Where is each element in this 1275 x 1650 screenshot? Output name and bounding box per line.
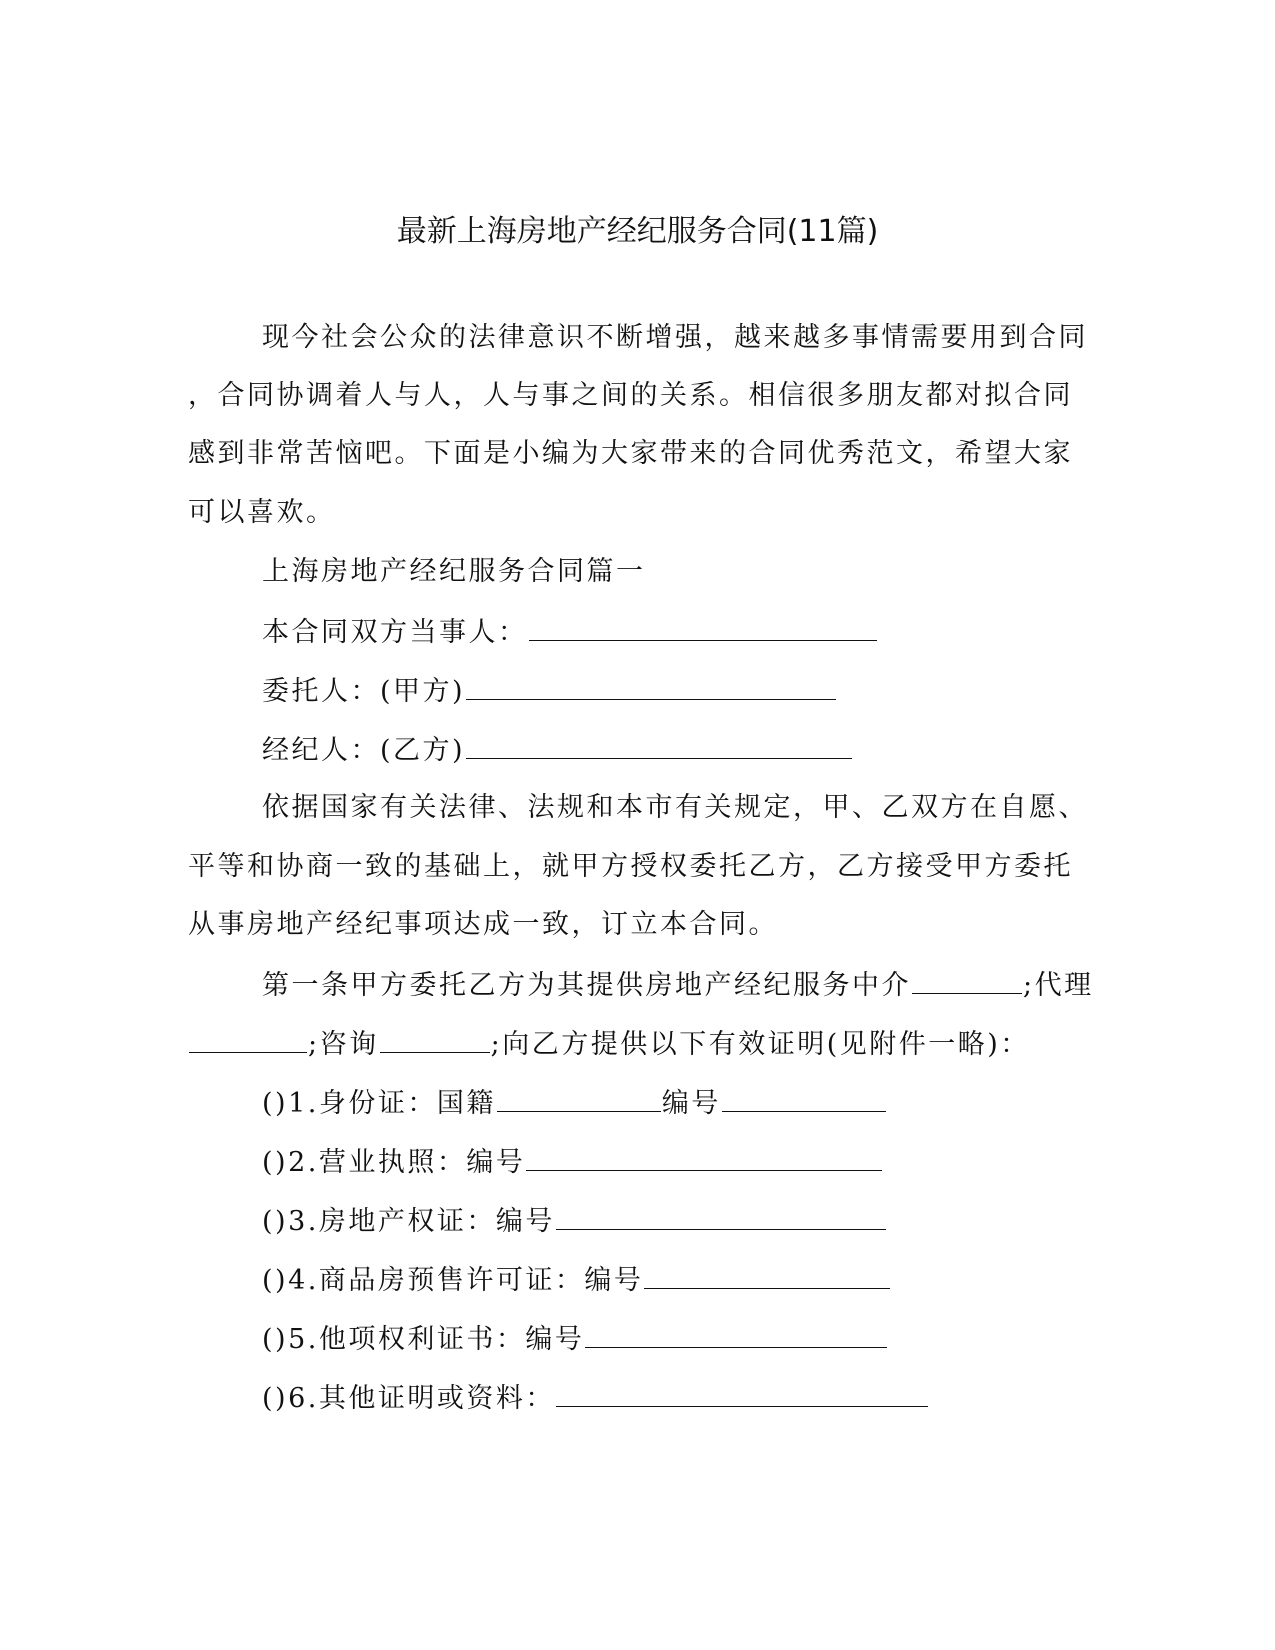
nationality-blank	[497, 1085, 661, 1112]
doc-item-1	[262, 1085, 887, 1119]
parties-blank	[529, 614, 877, 641]
consulting-blank	[380, 1026, 490, 1053]
basis-line-1: 依据国家有关法律、法规和本市有关规定，甲、乙双方在自愿、	[262, 792, 1088, 823]
doc-item-6-label: ()6.其他证明或资料：	[262, 1383, 555, 1414]
article1-text-2: ;代理	[1023, 970, 1094, 1001]
broker-label: 经纪人：(乙方)	[262, 735, 466, 766]
article1-text-3: ;咨询	[308, 1029, 379, 1060]
doc-item-1-label: ()1.身份证：国籍	[262, 1088, 496, 1119]
section-heading: 上海房地产经纪服务合同篇一	[262, 556, 646, 587]
presale-permit-blank	[644, 1262, 890, 1289]
intro-line-1: 现今社会公众的法律意识不断增强，越来越多事情需要用到合同	[262, 322, 1088, 353]
business-license-blank	[526, 1144, 882, 1171]
basis-line-2: 平等和协商一致的基础上，就甲方授权委托乙方，乙方接受甲方委托	[188, 851, 1073, 882]
intro-line-2: ，合同协调着人与人，人与事之间的关系。相信很多朋友都对拟合同	[188, 380, 1073, 411]
broker-blank	[466, 732, 852, 759]
article1-line-2	[188, 1026, 1030, 1060]
other-docs-blank	[556, 1380, 928, 1407]
intro-line-3: 感到非常苦恼吧。下面是小编为大家带来的合同优秀范文，希望大家	[188, 438, 1073, 469]
doc-item-5	[262, 1321, 888, 1355]
doc-item-6	[262, 1380, 929, 1414]
parties-label: 本合同双方当事人：	[262, 617, 528, 648]
broker-line	[262, 732, 853, 766]
client-blank	[466, 673, 836, 700]
article1-line-1	[262, 967, 1094, 1001]
id-number-blank	[722, 1085, 886, 1112]
doc-item-2	[262, 1144, 883, 1178]
document-title: 最新上海房地产经纪服务合同(11篇)	[396, 214, 879, 249]
property-cert-blank	[556, 1203, 886, 1230]
doc-item-1-number-label: 编号	[661, 1088, 721, 1119]
client-label: 委托人：(甲方)	[262, 676, 466, 707]
agency-blank	[189, 1026, 307, 1053]
basis-line-3: 从事房地产经纪事项达成一致，订立本合同。	[188, 909, 778, 940]
doc-item-5-label: ()5.他项权利证书：编号	[262, 1324, 585, 1355]
doc-item-2-label: ()2.营业执照：编号	[262, 1147, 526, 1178]
doc-item-3	[262, 1203, 887, 1237]
doc-item-3-label: ()3.房地产权证：编号	[262, 1206, 555, 1237]
article1-text-4: ;向乙方提供以下有效证明(见附件一略)：	[490, 1029, 1030, 1060]
article1-text-1: 第一条甲方委托乙方为其提供房地产经纪服务中介	[262, 970, 911, 1001]
client-line	[262, 673, 837, 707]
parties-line	[262, 614, 878, 648]
doc-item-4	[262, 1262, 891, 1296]
intro-line-4: 可以喜欢。	[188, 497, 336, 528]
intermediary-blank	[912, 967, 1022, 994]
other-rights-blank	[585, 1321, 887, 1348]
doc-item-4-label: ()4.商品房预售许可证：编号	[262, 1265, 644, 1296]
